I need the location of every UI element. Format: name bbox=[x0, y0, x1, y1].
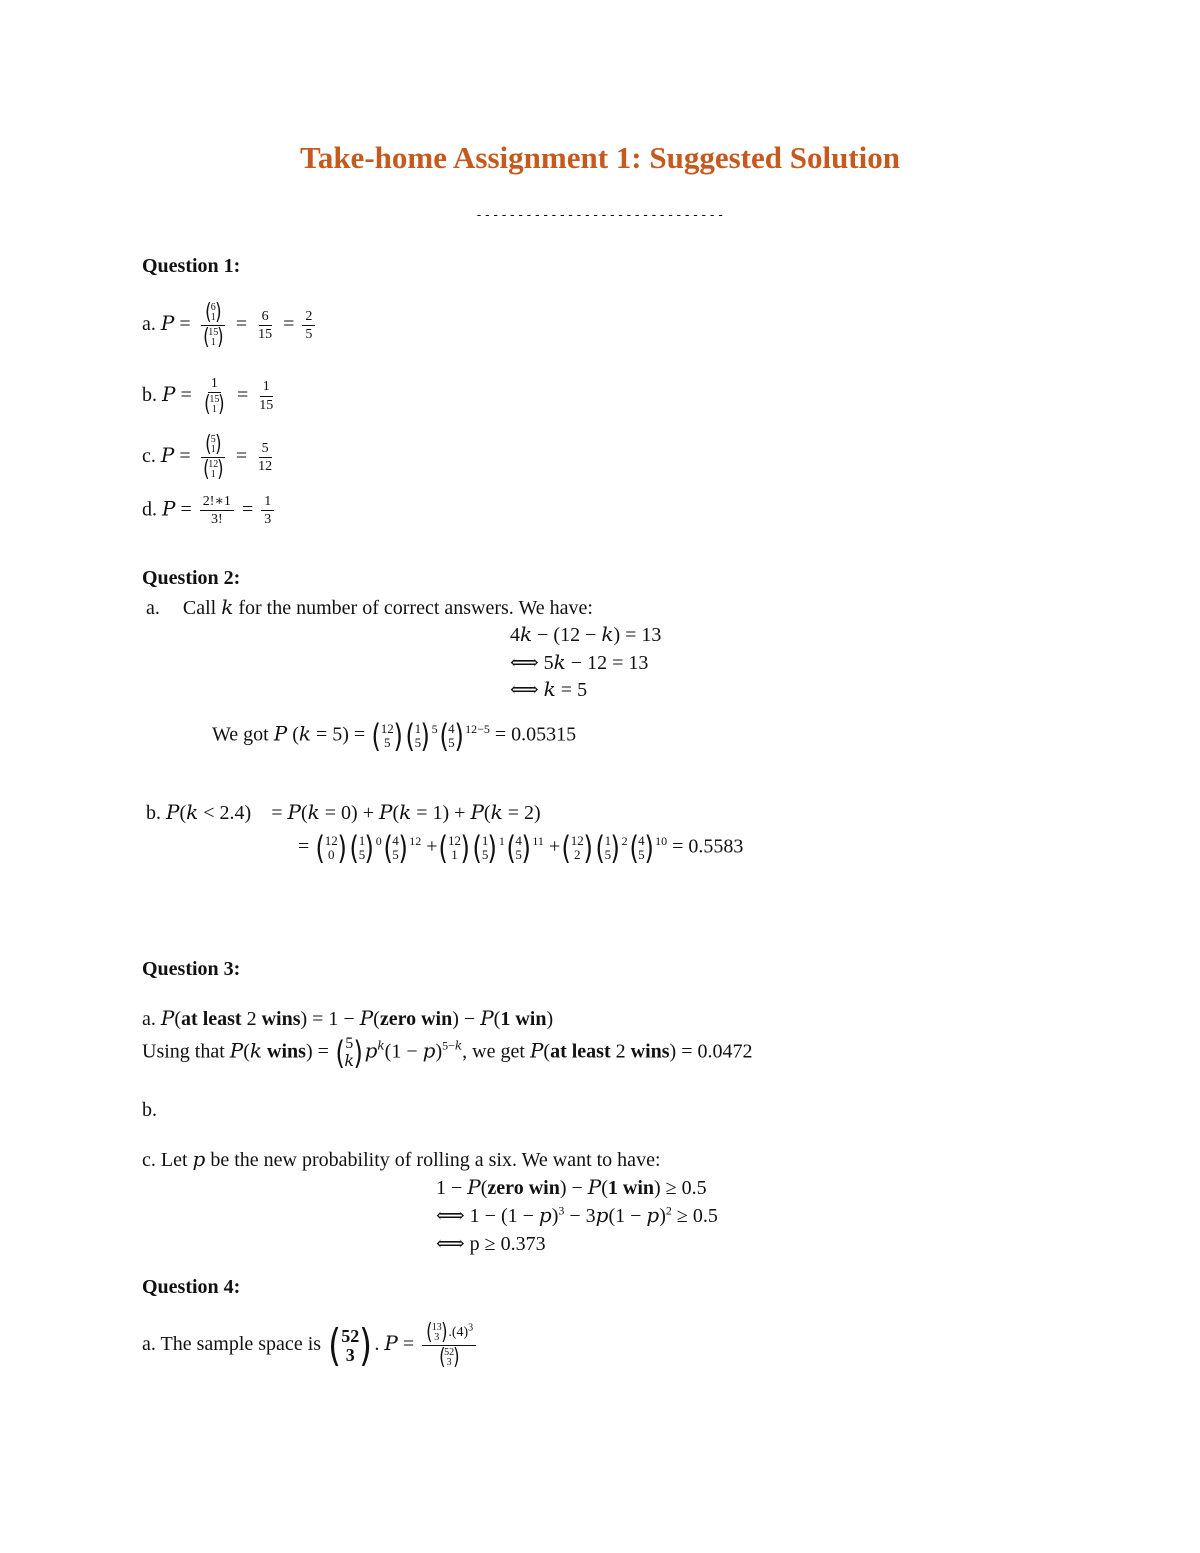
q3-part-c-text: c. Let p be the new probability of rolling a six. We want to have: bbox=[142, 1147, 661, 1171]
q1-part-d: d. P = $\frac{2!∗1}{3!}$ = $\frac{1}{3}$ bbox=[142, 494, 277, 528]
q2-part-b-line-2: = ( 12 0 ) ( 1 5 ) $^0$ ( 4 5 ) $^{12}$ + ( 12 1 ) ( 1 5 ) $^1$ ( 4 5 ) $^{11}$ + ( 12 2 ) ( 1 5 ) $^2$ ( 4 5 ) $^{10}$ = 0.5583 bbox=[298, 829, 744, 867]
q3-eq-1: 1 − P(zero win) − P(1 win) ≥ 0.5 bbox=[436, 1175, 707, 1199]
q2-a-result: We got P (k = 5) = ( 12 5 ) ( 1 5 ) $^5$ ( 4 5 ) $^{12-5}$ = 0.05315 bbox=[212, 717, 577, 755]
q1-d-label: d. bbox=[142, 498, 157, 521]
q1-a-label: a. bbox=[142, 313, 156, 336]
question-2-heading: Question 2: bbox=[142, 567, 241, 589]
q1-part-b: b. P = 1 ( 15 1 ) = $\frac{1}{15}$ bbox=[142, 376, 274, 418]
q3-eq-2: ⟺ $1 - (1 - p)^3 - 3p(1 - p)^2 \ge 0.5$ bbox=[436, 1203, 718, 1227]
question-1-heading: Question 1: bbox=[142, 255, 241, 277]
q3-part-b: b. bbox=[142, 1099, 157, 1121]
q1-part-a: a. P = ( 6 1 ) ( 15 1 ) = $\frac{6}{15}$ = $\frac{2}{5}$ bbox=[142, 302, 318, 349]
page-title: Take-home Assignment 1: Suggested Solution bbox=[299, 140, 900, 175]
q3-c-result: ⟺ p ≥ 0.373 bbox=[436, 1233, 546, 1255]
q1-b-label: b. bbox=[142, 383, 157, 406]
q3-using-that: Using that P(k wins) = ( 5 k ) $p^k(1 - p)^{5-k}$, we get P(at least 2 wins) = 0.0472 bbox=[142, 1033, 753, 1072]
q1-a-fraction: ( 6 1 ) ( 15 1 ) bbox=[202, 300, 224, 350]
q2-eq-2: ⟺ 5k − 12 = 13 bbox=[510, 650, 649, 674]
title-divider: ------------------------------ bbox=[475, 208, 725, 223]
q4-part-a: a. The sample space is ( 52 3 ) . P = ( 13 3 ) $.(4)^3$ ( 52 3 ) bbox=[142, 1322, 479, 1369]
question-3-heading: Question 3: bbox=[142, 958, 241, 980]
q1-part-c: c. P = ( 5 1 ) ( 12 1 ) = $\frac{5}{12}$ bbox=[142, 432, 273, 482]
q1-c-label: c. bbox=[142, 445, 156, 468]
q2-part-a-text: a. Call k for the number of correct answers. We have: bbox=[146, 595, 593, 619]
question-4-heading: Question 4: bbox=[142, 1276, 241, 1298]
q2-part-b-line-1: b. P(k < 2.4) = P(k = 0) + P(k = 1) + P(k = 2) bbox=[146, 800, 541, 824]
q2-eq-1: 4k − (12 − k) = 13 bbox=[510, 622, 662, 646]
q2-eq-3: ⟺ k = 5 bbox=[510, 677, 588, 701]
q2-a-label: a. bbox=[146, 597, 160, 619]
q3-part-a: a. P(at least 2 wins) = 1 − P(zero win) − P(1 win) bbox=[142, 1006, 554, 1030]
